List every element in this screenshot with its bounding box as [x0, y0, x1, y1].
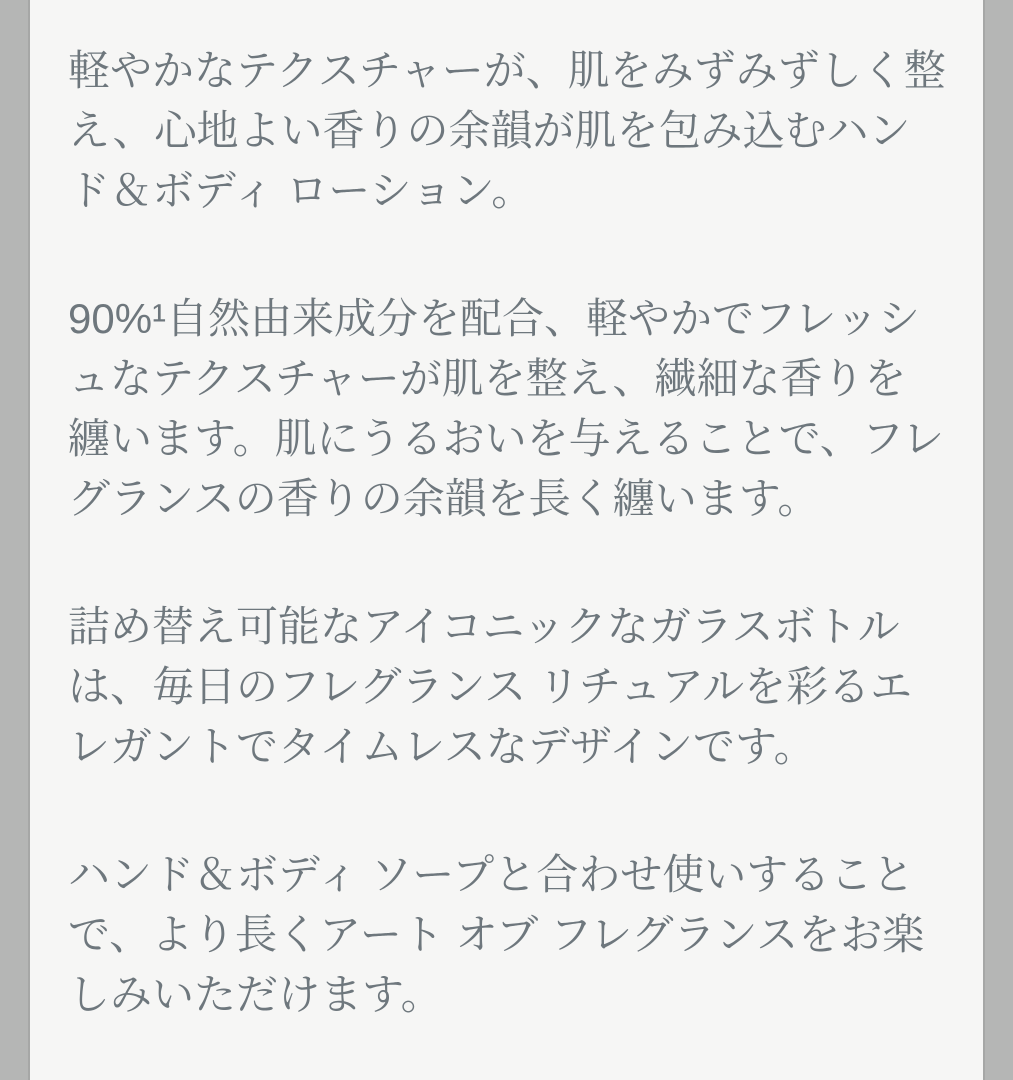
description-paragraph-pairing: ハンド＆ボディ ソープと合わせ使いすることで、より長くアート オブ フレグランスをお楽しみいただけます。 [68, 851, 925, 1018]
description-paragraph-bottle: 詰め替え可能なアイコニックなガラスボトルは、毎日のフレグランス リチュアルを彩るエレガントでタイムレスなデザインです。 [68, 603, 913, 770]
description-paragraph-ingredients: 90%¹自然由来成分を配合、軽やかでフレッシュなテクスチャーが肌を整え、繊細な香りを纏います。肌にうるおいを与えることで、フレグランスの香りの余韻を長く纏います。 [68, 295, 945, 522]
description-paragraph-intro: 軽やかなテクスチャーが、肌をみずみずしく整え、心地よい香りの余韻が肌を包み込むハンド＆ボディ ローション。 [68, 47, 946, 214]
right-gutter [985, 0, 1013, 1080]
left-gutter [0, 0, 28, 1080]
product-description-panel [28, 0, 985, 1080]
